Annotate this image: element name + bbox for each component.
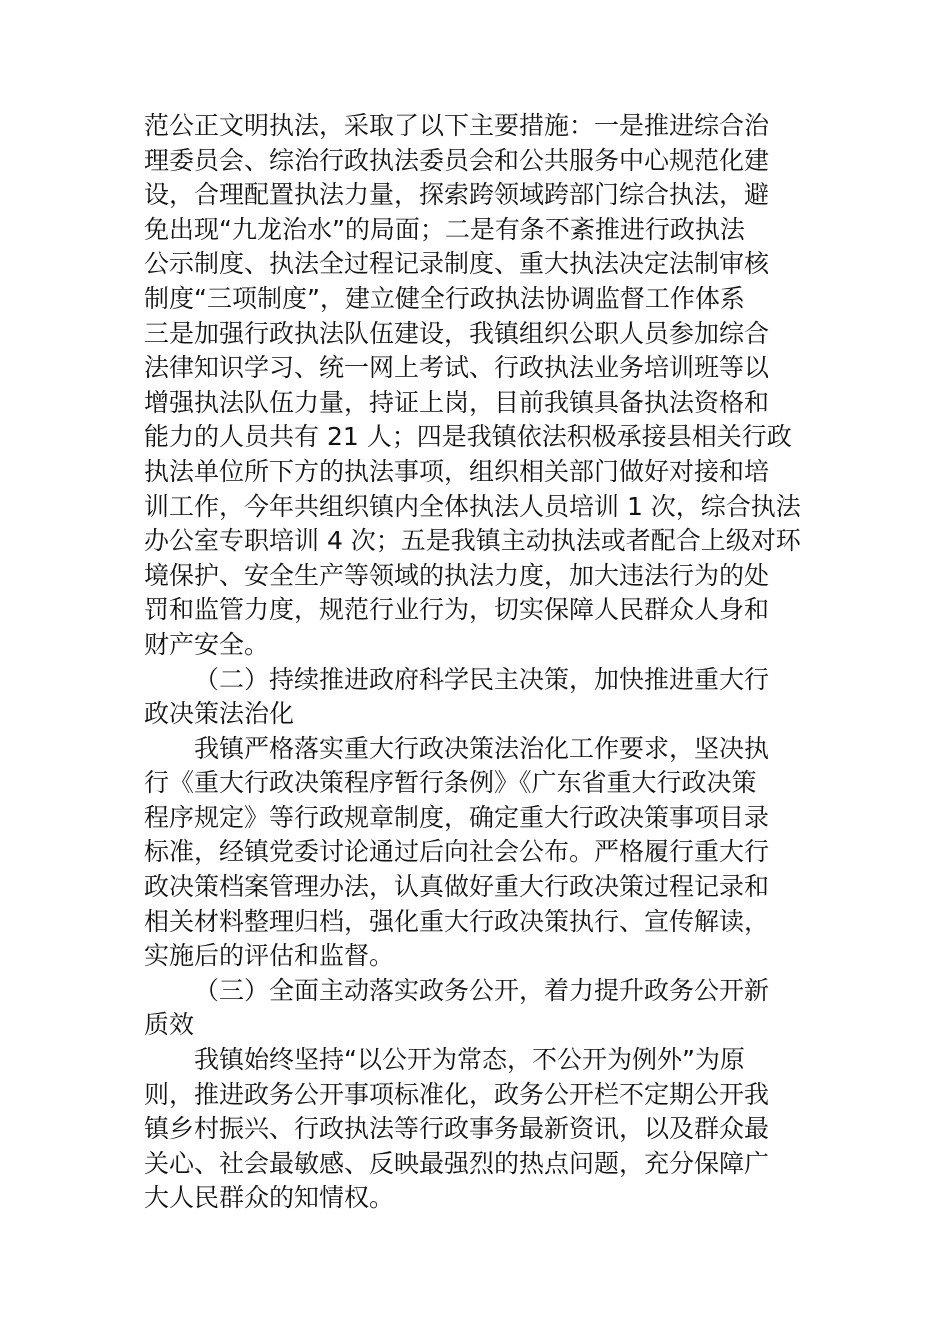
text-line: 增强执法队伍力量，持证上岗，目前我镇具备执法资格和 — [144, 387, 770, 417]
text-line: 办公室专职培训 4 次；五是我镇主动执法或者配合上级对环 — [144, 526, 801, 556]
text-line: 大人民群众的知情权。 — [144, 1183, 395, 1213]
body-text — [144, 109, 806, 1216]
text-line: 能力的人员共有 21 人；四是我镇依法积极承接县相关行政 — [144, 422, 792, 452]
text-line: 行《重大行政决策程序暂行条例》《广东省重大行政决策 — [144, 768, 757, 798]
text-line: 程序规定》等行政规章制度，确定重大行政决策事项目录 — [144, 802, 770, 832]
text-line: 执法单位所下方的执法事项，组织相关部门做好对接和培 — [144, 456, 770, 486]
text-line: 标准，经镇党委讨论通过后向社会公布。严格履行重大行 — [144, 837, 770, 867]
text-line: 法律知识学习、统一网上考试、行政执法业务培训班等以 — [144, 353, 770, 383]
text-line: 财产安全。 — [144, 629, 270, 659]
text-line: 镇乡村振兴、行政执法等行政事务最新资讯，以及群众最 — [144, 1114, 770, 1144]
text-line: 公示制度、执法全过程记录制度、重大执法决定法制审核 — [144, 249, 770, 279]
text-line: 制度“三项制度”，建立健全行政执法协调监督工作体系 — [144, 283, 745, 313]
text-line: 我镇始终坚持“以公开为常态，不公开为例外”为原 — [194, 1045, 745, 1075]
text-line: 范公正文明执法，采取了以下主要措施：一是推进综合治 — [144, 111, 770, 140]
text-line: 罚和监管力度，规范行业行为，切实保障人民群众人身和 — [144, 595, 770, 625]
text-line: 设，合理配置执法力量，探索跨领域跨部门综合执法，避 — [144, 180, 770, 210]
text-line: 训工作，今年共组织镇内全体执法人员培训 1 次，综合执法 — [144, 491, 801, 521]
text-line: 免出现“九龙治水”的局面；二是有条不紊推进行政执法 — [144, 214, 745, 244]
text-line: 相关材料整理归档，强化重大行政决策执行、宣传解读， — [144, 906, 770, 936]
text-line: 则，推进政务公开事项标准化，政务公开栏不定期公开我 — [144, 1079, 770, 1109]
section-heading-continued: 质效 — [144, 1010, 195, 1040]
section-heading-continued: 政决策法治化 — [144, 699, 295, 729]
text-line: 实施后的评估和监督。 — [144, 941, 395, 971]
text-line: 三是加强行政执法队伍建设，我镇组织公职人员参加综合 — [144, 318, 770, 348]
text-line: 关心、社会最敏感、反映最强烈的热点问题，充分保障广 — [144, 1148, 770, 1178]
text-line: 境保护、安全生产等领域的执法力度，加大违法行为的处 — [144, 560, 770, 590]
text-line: 我镇严格落实重大行政决策法治化工作要求，坚决执 — [194, 733, 770, 763]
text-line: 政决策档案管理办法，认真做好重大行政决策过程记录和 — [144, 872, 770, 902]
text-line: 理委员会、综治行政执法委员会和公共服务中心规范化建 — [144, 145, 770, 175]
section-heading: （三）全面主动落实政务公开，着力提升政务公开新 — [194, 975, 770, 1005]
section-heading: （二）持续推进政府科学民主决策，加快推进重大行 — [194, 664, 770, 694]
